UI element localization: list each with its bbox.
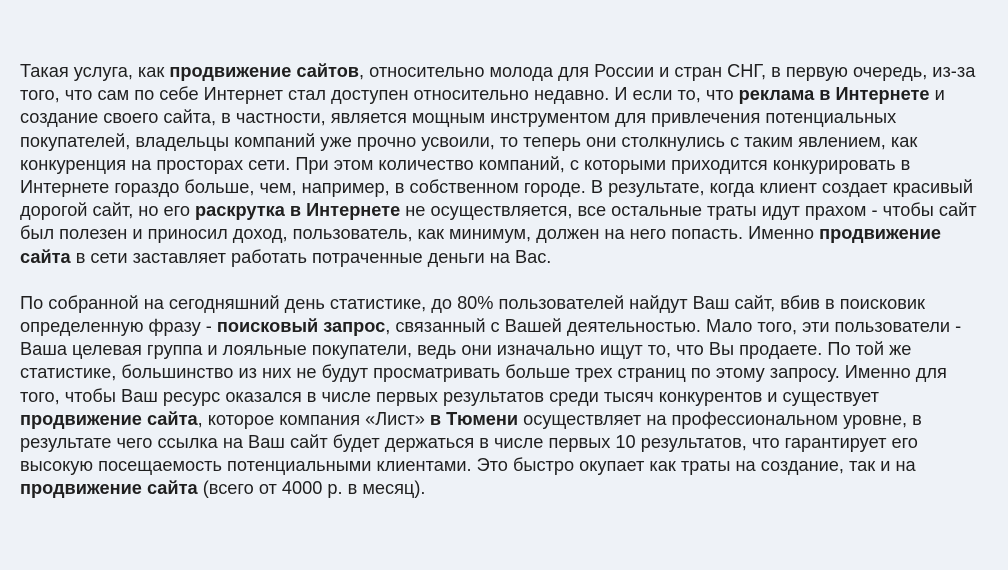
- text-span: не осуществляется, все остальные траты идут прахом - чтобы сайт был полезен и приносил доход, пользователь, как минимум, должен на него попасть. Именно: [20, 200, 977, 244]
- text-span: в сети заставляет работать потраченные деньги на Вас.: [70, 246, 552, 267]
- keyword-site-promotion: продвижение сайта: [20, 408, 198, 429]
- keyword-site-promotion: продвижение сайта: [20, 223, 942, 267]
- keyword-internet-promotion: раскрутка в Интернете: [195, 200, 401, 221]
- text-span: и создание своего сайта, в частности, является мощным инструментом для привлечения потенциальных покупателей, владельцы компаний уже прочно усвоили, то теперь они столкнулись с таким явлением, как конкуренция на просторах сети. При этом количество компаний, с которыми приходится конкурировать в Интернете гораздо больше, чем, например, в собственном городе. В результате, когда клиент создает красивый дорогой сайт, но его: [20, 84, 974, 221]
- text-span: (всего от 4000 р. в месяц).: [197, 478, 426, 499]
- text-span: , связанный с Вашей деятельностью. Мало того, эти пользователи - Ваша целевая группа и лояльные покупатели, ведь они изначально ищут то, что Вы продаете. По той же статистике, большинство из них не будут просматривать больше трех страниц по этому запросу. Именно для того, чтобы Ваш ресурс оказался в числе первых результатов среди тысяч конкурентов и существует: [20, 316, 962, 406]
- keyword-internet-advertising: реклама в Интернете: [738, 84, 930, 105]
- keyword-search-query: поисковый запрос: [216, 316, 386, 337]
- text-span: осуществляет на профессиональном уровне, в результате чего ссылка на Ваш сайт будет держаться в числе первых 10 результатов, что гарантирует его высокую посещаемость потенциальными клиентами. Это быстро окупает как траты на создание, так и на: [20, 408, 922, 476]
- keyword-site-promotion: продвижение сайтов: [169, 61, 359, 81]
- text-span: Такая услуга, как: [20, 61, 170, 81]
- keyword-tyumen: в Тюмени: [429, 408, 519, 429]
- article-body: [20, 60, 988, 501]
- paragraph-statistics: [20, 292, 988, 501]
- text-span: , которое компания «Лист»: [197, 408, 430, 429]
- keyword-site-promotion: продвижение сайта: [20, 478, 198, 499]
- paragraph-intro: [20, 60, 988, 269]
- text-span: , относительно молода для России и стран СНГ, в первую очередь, из-за того, что сам по себе Интернет стал доступен относительно недавно. И если то, что: [20, 61, 976, 105]
- text-span: По собранной на сегодняшний день статистике, до 80% пользователей найдут Ваш сайт, вбив в поисковик определенную фразу -: [20, 292, 925, 337]
